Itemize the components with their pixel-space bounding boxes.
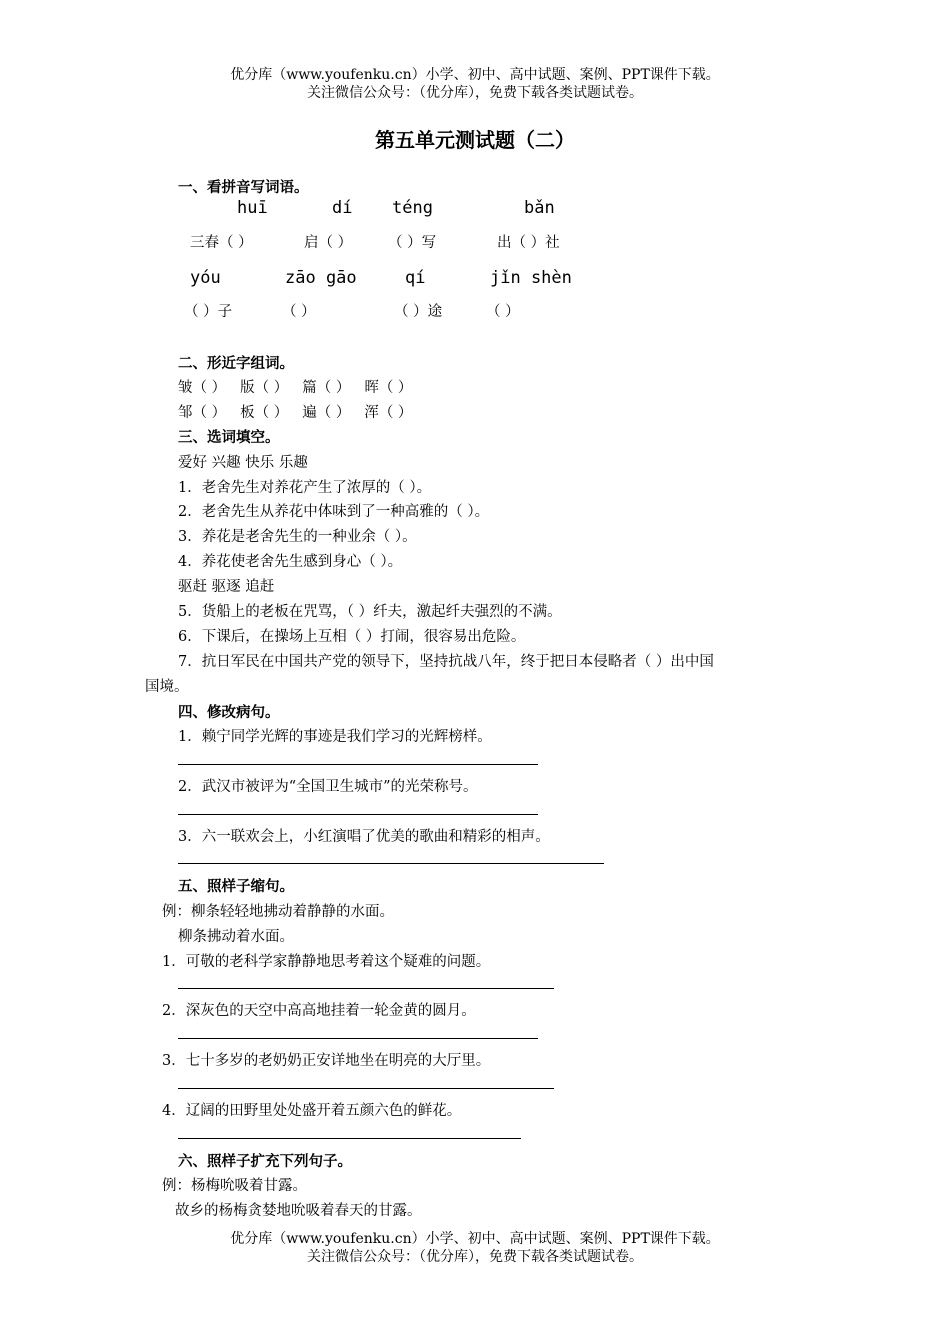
section-2-heading: 二、形近字组词。: [178, 355, 294, 372]
s5-question-4: 4．辽阔的田野里处处盛开着五颜六色的鲜花。: [162, 1103, 462, 1119]
s5-answer-line-4[interactable]: [178, 1138, 521, 1139]
s2-word: 板（ ）: [240, 405, 289, 421]
s3-question-2: 2．老舍先生从养花中体味到了一种高雅的（ ）。: [178, 504, 490, 520]
s1-item-8: （ ）: [486, 304, 520, 320]
pinyin-zaogao: zāo gāo: [285, 268, 357, 288]
s3-question-7-cont: 国境。: [145, 679, 189, 695]
pinyin-di: dí: [332, 198, 353, 218]
s3-word-bank-2: 驱赶 驱逐 追赶: [178, 579, 275, 595]
s1-item-6: （ ）: [282, 304, 316, 320]
pinyin-ban: bǎn: [524, 198, 555, 218]
s1-item-7: （ ）途: [394, 304, 443, 320]
header-line-2: 关注微信公众号：（优分库），免费下载各类试题试卷。: [307, 85, 643, 101]
s3-question-4: 4．养花使老舍先生感到身心（ ）。: [178, 554, 403, 570]
s1-item-3: （ ）写: [388, 235, 437, 251]
s2-word: 浑（ ）: [364, 405, 413, 421]
section-1-heading: 一、看拼音写词语。: [178, 179, 309, 196]
s2-word: 邹（ ）: [178, 405, 227, 421]
s2-row-2: [178, 401, 412, 422]
s3-question-5: 5．货船上的老板在咒骂，（ ）纤夫，激起纤夫强烈的不满。: [178, 604, 562, 620]
s5-example-answer: 柳条拂动着水面。: [178, 929, 294, 945]
s3-word-bank-1: 爱好 兴趣 快乐 乐趣: [178, 455, 308, 471]
s3-question-6: 6．下课后，在操场上互相（ ）打闹，很容易出危险。: [178, 629, 526, 645]
section-3-heading: 三、选词填空。: [178, 429, 280, 446]
s5-answer-line-3[interactable]: [178, 1088, 554, 1089]
pinyin-hui: huī: [237, 198, 268, 218]
section-5-heading: 五、照样子缩句。: [178, 878, 294, 895]
pinyin-qi: qí: [405, 268, 426, 288]
pinyin-you: yóu: [190, 268, 221, 288]
s1-item-1: 三春（ ）: [190, 235, 253, 251]
s4-answer-line-2[interactable]: [178, 814, 538, 815]
s3-question-3: 3．养花是老舍先生的一种业余（ ）。: [178, 529, 417, 545]
s4-answer-line-1[interactable]: [178, 764, 538, 765]
s5-question-1: 1．可敬的老科学家静静地思考着这个疑难的问题。: [162, 954, 491, 970]
s2-word: 版（ ）: [240, 380, 289, 396]
section-6-heading: 六、照样子扩充下列句子。: [178, 1153, 352, 1170]
s4-question-1: 1．赖宁同学光辉的事迹是我们学习的光辉榜样。: [178, 729, 492, 745]
page-title: 第五单元测试题（二）: [375, 128, 575, 152]
s3-question-7: 7．抗日军民在中国共产党的领导下，坚持抗战八年，终于把日本侵略者（ ）出中国: [178, 654, 714, 670]
s2-row-1: [178, 376, 412, 397]
s1-item-5: （ ）子: [184, 304, 233, 320]
s4-question-2: 2．武汉市被评为“全国卫生城市”的光荣称号。: [178, 779, 478, 795]
s2-word: 遍（ ）: [302, 405, 351, 421]
s5-question-2: 2．深灰色的天空中高高地挂着一轮金黄的圆月。: [162, 1003, 476, 1019]
header-line-1: 优分库（www.youfenku.cn）小学、初中、高中试题、案例、PPT课件下载。: [230, 67, 720, 83]
s5-answer-line-2[interactable]: [178, 1038, 538, 1039]
s2-word: 皱（ ）: [178, 380, 227, 396]
footer-line-1: 优分库（www.youfenku.cn）小学、初中、高中试题、案例、PPT课件下载。: [230, 1231, 720, 1247]
s1-item-2: 启（ ）: [304, 235, 353, 251]
pinyin-teng: téng: [392, 198, 433, 218]
s6-example: 例：杨梅吮吸着甘露。: [162, 1178, 307, 1194]
s4-answer-line-3[interactable]: [178, 863, 604, 864]
s5-answer-line-1[interactable]: [178, 988, 554, 989]
s3-question-1: 1．老舍先生对养花产生了浓厚的（ ）。: [178, 480, 432, 496]
s5-example: 例：柳条轻轻地拂动着静静的水面。: [162, 904, 394, 920]
footer-line-2: 关注微信公众号：（优分库），免费下载各类试题试卷。: [307, 1249, 643, 1265]
s5-question-3: 3．七十多岁的老奶奶正安详地坐在明亮的大厅里。: [162, 1053, 491, 1069]
s4-question-3: 3．六一联欢会上，小红演唱了优美的歌曲和精彩的相声。: [178, 829, 550, 845]
s1-item-4: 出（ ）社: [497, 235, 560, 251]
section-4-heading: 四、修改病句。: [178, 704, 280, 721]
s2-word: 晖（ ）: [364, 380, 413, 396]
s2-word: 篇（ ）: [302, 380, 351, 396]
s6-example-answer: 故乡的杨梅贪婪地吮吸着春天的甘露。: [175, 1203, 422, 1219]
pinyin-jinshen: jǐn shèn: [490, 268, 572, 288]
